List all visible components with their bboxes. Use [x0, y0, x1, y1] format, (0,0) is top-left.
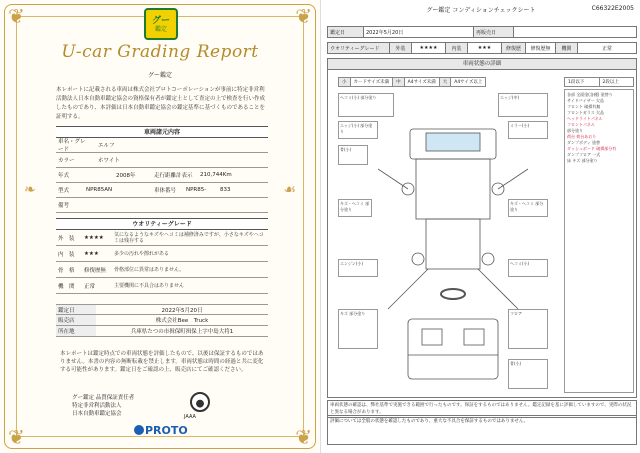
- damage-box: ミラー(小): [508, 121, 548, 139]
- date-label: 鑑定日: [328, 27, 364, 38]
- truck-interior: [408, 319, 498, 379]
- model-value: エルフ: [98, 143, 115, 149]
- info-label: 鑑定日: [56, 305, 96, 314]
- grade-value: ★★★★: [84, 234, 104, 241]
- damage-box: フロア: [508, 309, 548, 349]
- frame-value: 修復歴無: [526, 43, 556, 54]
- jaaa-label: JAAA: [184, 414, 196, 420]
- certificate-intro: 本レポートに記載される車両は株式会社プロトコーポレーションが事前に特定非営利活動法人日本自動車鑑定協会の資格保有者が鑑定士として査定の上で検査を行い作成したものであり、本評価は日本自動車鑑定協会の鑑定基準に基づくものであることを証明する。: [56, 87, 266, 120]
- grade-value: 修復歴無: [84, 267, 107, 274]
- grade-label: 骨 格: [58, 267, 75, 274]
- flourish-icon: ❦: [295, 425, 312, 449]
- chassis-tail: 833: [220, 187, 231, 193]
- damage-box: 骨(小): [508, 359, 548, 389]
- color-label: カラー: [58, 158, 75, 164]
- table-row: [56, 315, 268, 326]
- damage-box: エンジン(小): [338, 259, 378, 277]
- info-value: 2022年5月20日: [161, 307, 203, 314]
- type-value: NPR85AN: [86, 187, 113, 193]
- table-row: [56, 198, 268, 213]
- grade-label: 外 装: [58, 235, 75, 242]
- ornament-icon: ☙: [283, 182, 296, 198]
- proto-logo-icon: [134, 425, 144, 435]
- type-label: 型式: [58, 188, 70, 194]
- grade-label: 機 関: [58, 283, 75, 290]
- mileage-value: 210,744Km: [200, 172, 232, 178]
- proto-logo: PROTO: [145, 424, 188, 437]
- flourish-icon: ❦: [295, 4, 312, 28]
- windshield: [426, 133, 480, 151]
- sheet-date-table: [327, 26, 637, 38]
- condition-diagram: [327, 58, 637, 398]
- table-row: [56, 230, 268, 246]
- table-row: [56, 138, 268, 153]
- damage-box: ヘコミ(小) 部分塗り: [338, 93, 394, 117]
- certificate-title: U-car Grading Report: [61, 42, 259, 62]
- table-row: [56, 278, 268, 294]
- int-label: 内装: [446, 43, 468, 54]
- steering-wheel: [441, 289, 465, 299]
- info-value: 兵庫県たつの市揖保町揖保上字中島大将1: [130, 329, 234, 335]
- grade-desc: 気になるようなキズやヘコミは補修済みですが、小さなキズやヘコミは残存する: [114, 231, 264, 244]
- truck-bed: [426, 219, 480, 269]
- int-value: ★★★: [468, 43, 502, 54]
- table-row: [56, 304, 268, 315]
- table-row: [56, 326, 268, 337]
- reseller-label: 再販売日: [474, 27, 514, 38]
- table-row: [56, 168, 268, 183]
- flourish-icon: ❦: [8, 425, 25, 449]
- engine-value: 正常: [578, 43, 637, 54]
- table-row: [56, 183, 268, 198]
- table-row: [56, 246, 268, 262]
- wheel-rear-right: [482, 253, 494, 265]
- issuing-organizations: グー鑑定 品質保証責任者 特定非営利活動法人 日本自動車鑑定協会: [72, 395, 135, 417]
- diagram-title: 車両状態の詳細: [328, 59, 636, 70]
- grade-section-title: ウオリティーグレード: [56, 218, 268, 230]
- damage-box: ヘコミ(小): [508, 259, 548, 277]
- year-label: 年式: [58, 173, 70, 179]
- ext-value: ★★★★: [412, 43, 446, 54]
- condition-check-sheet: [320, 0, 640, 453]
- damage-box: キズ 部分塗り: [338, 309, 378, 349]
- damage-box: キズ・ヘコミ 部分塗り: [508, 199, 548, 217]
- color-value: ホワイト: [98, 158, 120, 164]
- condition-notes: 各部 全面塗(各種) 塗替り サイドバイザー 欠品 フロント 破損有無 フロントガラス 欠品 ヘッドライトパネル フロントパネル 部分塗り 荷台 荷台あおり ダンプボディ 塗替 ダッシュボード 破損部分有 ダンプフロア 一式 床 キズ 部分塗り: [564, 89, 634, 393]
- sheet-title: グー鑑定 コンディションチェックシート: [426, 7, 536, 14]
- info-label: 販売店: [56, 315, 96, 325]
- frame-label: 修復歴: [502, 43, 526, 54]
- damage-box: エッジ(中): [498, 93, 548, 117]
- grade-desc: 主要機関に不具合はありません: [114, 282, 185, 289]
- grade-label: 内 装: [58, 251, 75, 258]
- sheet-footnote-2: 評価については全般の状態を確認したものであり、重大な不具合を保証するものではありません。: [327, 415, 637, 445]
- certificate-issuer: グー鑑定: [147, 72, 172, 79]
- level-legend: 1段以下 2段以上: [564, 77, 634, 87]
- grade-desc: 骨格部位に異常はありません。: [114, 266, 185, 273]
- grade-desc: 多少の汚れや擦れがある: [114, 250, 170, 257]
- wheel-rear-left: [412, 253, 424, 265]
- table-row: [56, 153, 268, 168]
- ext-label: 外装: [390, 43, 412, 54]
- model-label: 車名・グレード: [58, 139, 86, 153]
- info-label: 所在地: [56, 326, 96, 336]
- quality-grade: [56, 218, 268, 294]
- ornament-icon: ❧: [24, 182, 36, 198]
- grade-value: 正常: [84, 283, 96, 290]
- sheet-code: C66322E2005: [591, 5, 634, 12]
- chassis-label: 車体番号: [154, 188, 177, 194]
- engine-label: 機関: [556, 43, 578, 54]
- mileage-label: 走行距離計表示: [154, 173, 193, 179]
- certificate-footer-note: 本レポートは鑑定時点での車両状態を評価したもので、以後は保証するものではありません。本書の内容の無断転載を禁止します。車両状態は時間の経過と共に変化する可能性があります。鑑定日をご確認の上、販売店にてご確認ください。: [60, 351, 264, 373]
- vehicle-specs: [56, 126, 268, 213]
- grade-value: ★★★: [84, 250, 99, 257]
- info-value: 株式会社Bee Truck: [155, 318, 209, 324]
- sheet-footnote: 車両状態の確認は、弊社基準で実施できる範囲で行ったものです。保証をするものではありません。鑑定記録を基に評価していますので、実際の状況と異なる場合があります。: [327, 400, 637, 418]
- goo-kantei-logo: グー 鑑定: [144, 8, 178, 40]
- chassis-value: NPR85-: [186, 187, 207, 193]
- jaaa-logo: [190, 392, 210, 412]
- damage-box: キズ・ヘコミ 部分塗り: [338, 199, 372, 217]
- vehicle-section-title: 車両諸元内容: [56, 126, 268, 138]
- date-value: 2022年5月20日: [364, 27, 474, 38]
- memo-label: 備考: [58, 203, 70, 209]
- damage-box: 骨(小): [338, 145, 368, 165]
- size-legend: 小 カードサイズ未満 中 A4サイズ未満 大 A4サイズ以上: [338, 77, 486, 87]
- truck-cab-body: [416, 159, 490, 219]
- year-value: 2008年: [116, 173, 136, 179]
- sheet-grade-table: [327, 42, 637, 54]
- quality-label: ウオリティーグレード: [328, 43, 390, 54]
- inspection-info: [56, 304, 268, 337]
- flourish-icon: ❦: [8, 4, 25, 28]
- table-row: [56, 262, 268, 278]
- damage-box: エッジ(小) 部分塗り: [338, 121, 378, 139]
